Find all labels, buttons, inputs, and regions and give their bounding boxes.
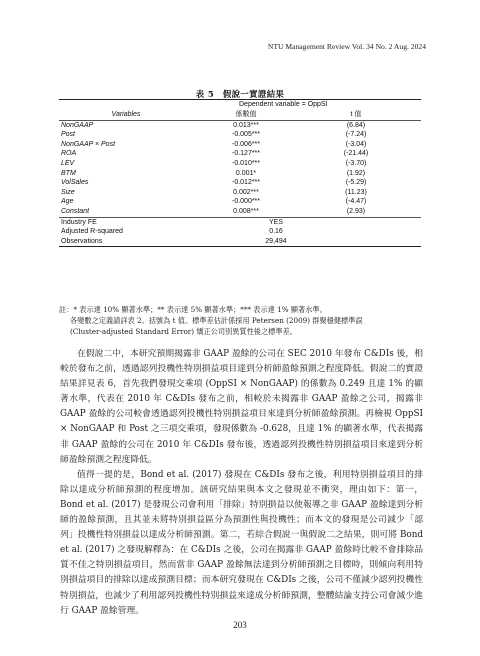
table-notes xyxy=(59,304,424,337)
row-coefficient: 0.013*** xyxy=(233,121,259,129)
table-footer-row xyxy=(59,218,421,228)
footer-value: 29,494 xyxy=(265,237,287,245)
footer-label: Observations xyxy=(61,237,103,245)
table-row xyxy=(59,140,421,150)
row-t-value: (-7.24) xyxy=(345,131,367,139)
header-coefficient: 係數值 xyxy=(235,111,257,118)
table-note-definitions: 各變數之定義請詳表 2。括號為 t 值。標準差估計係採用 Petersen (2009) 群聚穩健標準誤 xyxy=(70,316,363,325)
dependent-variable-label: Dependent variable = OppSI xyxy=(239,101,328,108)
footer-label: Industry FE xyxy=(61,218,97,226)
row-coefficient: -0.006*** xyxy=(231,140,261,148)
table-note-standard-error: (Cluster-adjusted Standard Error) 矯正公司別異質性後之標準差。 xyxy=(70,327,297,336)
row-t-value: (2.93) xyxy=(346,207,366,215)
row-t-value: (-4.47) xyxy=(345,198,367,206)
row-variable: Constant xyxy=(61,207,90,215)
page-number: 203 xyxy=(233,620,247,630)
table-header-row xyxy=(59,110,421,120)
table-footer-row xyxy=(59,227,421,237)
row-t-value: (-3.70) xyxy=(345,159,367,167)
footer-label: Adjusted R-squared xyxy=(61,228,123,236)
row-t-value: (-3.04) xyxy=(345,140,367,148)
table-note-significance: 註：* 表示達 10% 顯著水準；** 表示達 5% 顯著水準；*** 表示達 1% 顯著水準。 xyxy=(59,305,327,314)
row-variable: NonGAAP xyxy=(61,121,94,129)
table-row xyxy=(59,207,421,217)
row-coefficient: 0.001* xyxy=(235,169,257,177)
table-row xyxy=(59,159,421,169)
body-text xyxy=(60,347,423,619)
table-footer-row xyxy=(59,237,421,247)
row-t-value: (1.92) xyxy=(346,169,366,177)
row-variable: ROA xyxy=(61,150,77,158)
dependent-variable-row xyxy=(59,100,421,110)
row-coefficient: 0.008*** xyxy=(233,207,259,215)
footer-value: 0.16 xyxy=(269,228,283,236)
row-variable: Age xyxy=(61,198,74,206)
footer-value: YES xyxy=(268,218,283,226)
table-row xyxy=(59,169,421,179)
table-row xyxy=(59,149,421,159)
table-row xyxy=(59,121,421,131)
paragraph: 在假說二中，本研究預期揭露非 GAAP 盈餘的公司在 SEC 2010 年發布 C&DIs 後，相較於發布之前，透過認列投機性特別損益項目達到分析師盈餘預測之程度降低。假說二的實證結果詳見表 6，首先我們發現交乘項 (OppSI × NonGAAP) 的係數為 0.249 且達 1% 的顯著水準，代表在 2010 年 C&DIs 發布之前，相較於未揭露非 GAAP 盈餘之公司，揭露非 GAAP 盈餘的公司較會透過認列投機性特別損益項目來達到分析師盈餘預測。再檢視 OppSI × NonGAAP 和 Post 之三項交乘項，發現係數為 -0.628，且達 1% 的顯著水準，代表揭露非 GAAP 盈餘的公司在 2010 年 C&DIs 發布後，透過認列投機性特別損益項目來達到分析師盈餘預測之程度降低。 xyxy=(60,349,423,465)
row-coefficient: -0.012*** xyxy=(231,179,261,187)
row-t-value: (-5.29) xyxy=(345,179,367,187)
row-t-value: (-21.44) xyxy=(343,150,369,158)
row-coefficient: -0.127*** xyxy=(231,150,261,158)
row-t-value: (11.23) xyxy=(345,188,367,196)
row-variable: Post xyxy=(61,131,76,139)
row-coefficient: -0.005*** xyxy=(231,131,261,139)
table-row xyxy=(59,188,421,198)
table-row xyxy=(59,130,421,140)
header-t-value: t 值 xyxy=(350,111,362,118)
table-row xyxy=(59,197,421,207)
row-coefficient: 0.002*** xyxy=(233,188,259,196)
running-header: NTU Management Review Vol. 34 No. 2 Aug. 2024 xyxy=(267,42,426,51)
table-bottom-rule xyxy=(59,246,421,247)
row-coefficient: -0.000*** xyxy=(231,198,261,206)
header-variables: Variables xyxy=(111,111,141,118)
row-coefficient: -0.010*** xyxy=(231,159,261,167)
row-variable: LEV xyxy=(61,159,75,167)
row-variable: VolSales xyxy=(61,179,89,187)
row-t-value: (6.84) xyxy=(346,121,366,129)
row-variable: Size xyxy=(61,188,75,196)
table-title: 表 5 假說一實證結果 xyxy=(195,89,285,99)
row-variable: BTM xyxy=(61,169,76,177)
table-row xyxy=(59,178,421,188)
paragraph: 值得一提的是，Bond et al. (2017) 發現在 C&DIs 發布之後，利用特別損益項目的排除以達成分析師預測的程度增加。該研究結果與本文之發現並不衝突，理由如下：第一，Bond et al. (2017) 是發現公司會利用「排除」特別損益以使報導之非 GAAP 盈餘達到分析師的盈餘預測，且其並未將特別損益區分為預測性與投機性；而本文的發現是公司減少「認列」投機性特別損益以達成分析師預測。第二，若綜合假說一與假說二之結果，則可將 Bond et al. (2017) 之發現解釋為：在 C&DIs 之後，公司在揭露非 GAAP 盈餘時比較不會排除品質不佳之特別損益項目，然而當非 GAAP 盈餘無法達到分析師預測之目標時，則傾向利用特別損益項目的排除以達成預測目標；而本研究發現在 C&DIs 之後，公司不僅減少認列投機性特別損益，也減少了利用認列投機性特別損益來達成分析師預測，整體結論支持公司會減少進行 GAAP 盈餘管理。 xyxy=(60,469,423,616)
row-variable: NonGAAP × Post xyxy=(61,140,116,148)
results-table xyxy=(59,99,421,247)
